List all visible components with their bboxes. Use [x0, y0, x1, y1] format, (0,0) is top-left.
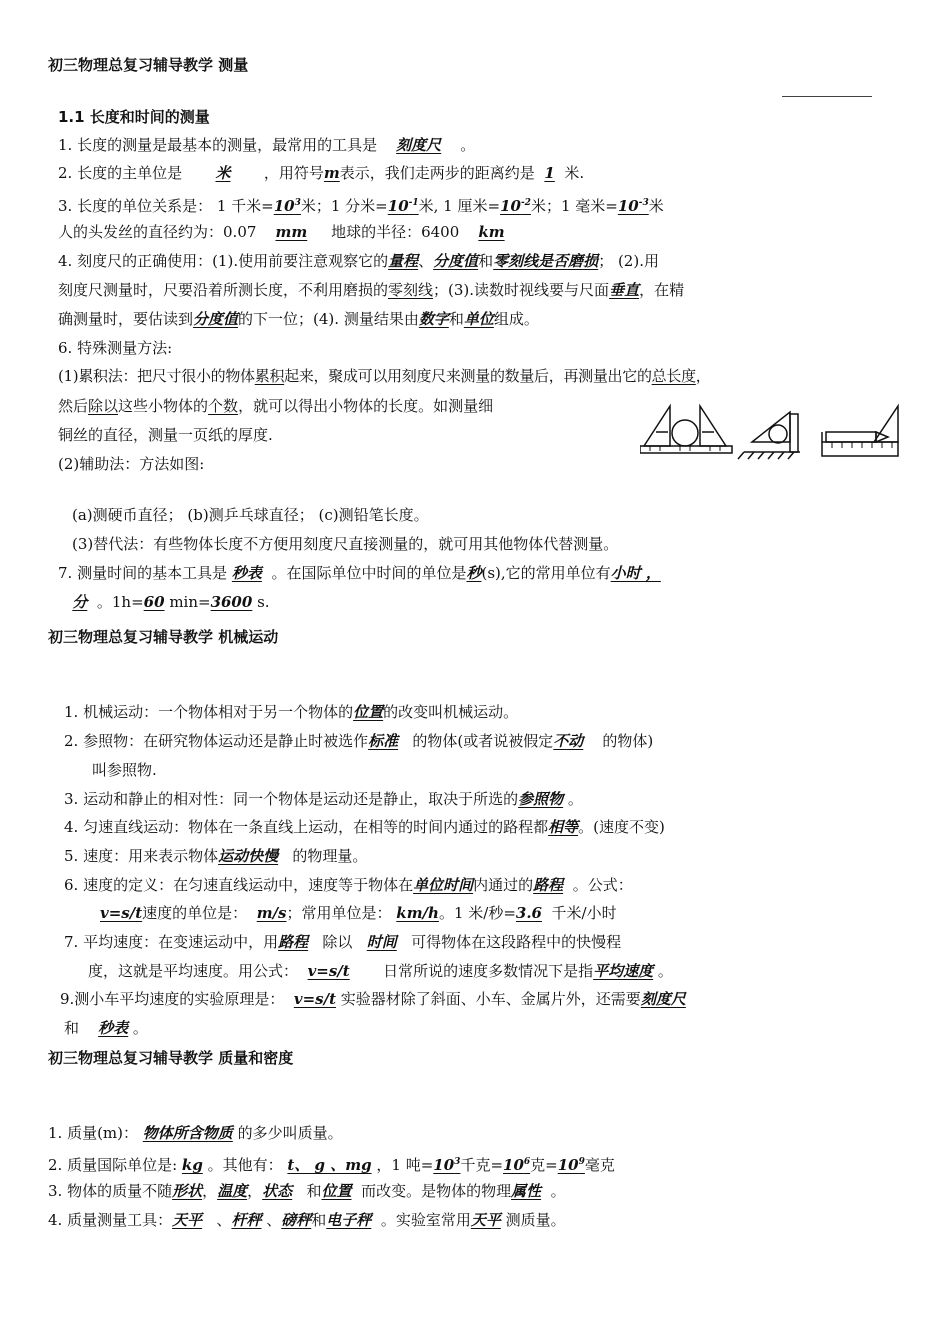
- answer: 分: [72, 593, 88, 611]
- answer: 秒表: [231, 564, 262, 582]
- s1-line-4: 人的头发丝的直径约为：0.07 mm 地球的半径：6400 km: [58, 223, 505, 241]
- section-title-motion: 初三物理总复习辅导教学 机械运动: [48, 628, 279, 646]
- answer: 不动: [553, 732, 584, 750]
- s2-line-1: 1. 机械运动：一个物体相对于另一个物体的位置的改变叫机械运动。: [64, 703, 519, 721]
- answer: 电子秤: [326, 1211, 372, 1229]
- answer: 米: [215, 164, 231, 182]
- pencil: [826, 432, 876, 442]
- answer: 单位: [463, 310, 494, 328]
- answer: 位置: [353, 703, 384, 721]
- answer: $10^3$: [273, 197, 301, 215]
- s2-line-12: 和 秒表 。: [64, 1019, 148, 1037]
- answer: km: [478, 223, 505, 241]
- answer: mm: [275, 223, 308, 241]
- section-title-mass-density: 初三物理总复习辅导教学 质量和密度: [48, 1049, 294, 1067]
- answer: 温度: [217, 1182, 248, 1200]
- answer: 天平: [172, 1211, 203, 1229]
- s3-line-1: 1. 质量(m)： 物体所含物质 的多少叫质量。: [48, 1124, 343, 1142]
- answer: 物体所含物质: [142, 1124, 233, 1142]
- s1-line-12: (2)辅助法：方法如图:: [58, 455, 205, 473]
- answer: 垂直: [609, 281, 640, 299]
- answer: m: [323, 164, 340, 182]
- answer: 量程: [388, 252, 419, 270]
- answer: 小时 ，: [610, 564, 661, 582]
- answer: $10^9$: [557, 1156, 585, 1174]
- divider: [782, 96, 872, 97]
- s1-line-14: (3)替代法：有些物体长度不方便用刻度尺直接测量的，就可用其他物体代替测量。: [72, 535, 619, 553]
- s3-line-4: 4. 质量测量工具：天平 、杆秤 、磅秤和电子秤 。实验室常用天平 测质量。: [48, 1211, 566, 1229]
- answer: 60: [143, 593, 165, 611]
- s1-line-9: (1)累积法：把尺寸很小的物体累积起来，聚成可以用刻度尺来测量的数量后，再测量出它的总长度，: [58, 367, 711, 385]
- answer: v=s/t: [293, 990, 337, 1008]
- answer: 分度值: [433, 252, 479, 270]
- set-square-right: [700, 406, 726, 446]
- answer: v=s/t: [307, 962, 350, 980]
- coin: [672, 420, 698, 446]
- answer: 秒: [466, 564, 482, 582]
- answer: 秒表: [98, 1019, 129, 1037]
- answer: 3600: [210, 593, 253, 611]
- answer: 属性: [511, 1182, 542, 1200]
- answer: 形状: [172, 1182, 203, 1200]
- answer: 标准: [368, 732, 399, 750]
- s3-line-2: 2. 质量国际单位是: kg 。其他有： t、 g 、mg ，1 吨$=10^3$千克$=10^6$克$=10^9$毫克: [48, 1156, 615, 1174]
- answer: $10^{-3}$: [617, 197, 649, 215]
- s1-line-1: 1. 长度的测量是最基本的测量，最常用的工具是 刻度尺 。: [58, 136, 476, 154]
- s1-line-16: 分 。1h=60 min=3600 s.: [72, 593, 270, 611]
- s2-line-10: 度，这就是平均速度。用公式： v=s/t 日常所说的速度多数情况下是指平均速度 。: [88, 962, 673, 980]
- answer: 运动快慢: [218, 847, 279, 865]
- s2-line-9: 7. 平均速度：在变速运动中，用路程 除以 时间 可得物体在这段路程中的快慢程: [64, 933, 622, 951]
- s2-line-3: 叫参照物.: [92, 761, 157, 779]
- s2-line-6: 5. 速度：用来表示物体运动快慢 的物理量。: [64, 847, 368, 865]
- s1-line-7: 确测量时，要估读到分度值的下一位；(4). 测量结果由数字和单位组成。: [58, 310, 539, 328]
- answer: 刻度尺: [640, 990, 686, 1008]
- s2-line-8: v=s/t速度的单位是： m/s；常用单位是： km/h。1 米/秒=3.6 千米/小时: [100, 904, 617, 922]
- answer: 1: [544, 164, 555, 182]
- answer: 数字: [418, 310, 449, 328]
- answer: 时间: [366, 933, 397, 951]
- answer: $10^3$: [433, 1156, 461, 1174]
- s1-line-8: 6. 特殊测量方法:: [58, 339, 173, 357]
- ruler-a: [640, 446, 732, 453]
- answer: 分度值: [193, 310, 239, 328]
- measurement-diagram: [640, 402, 902, 464]
- s2-line-2: 2. 参照物：在研究物体运动还是静止时被选作标准 的物体(或者说被假定不动 的物体): [64, 732, 654, 750]
- s1-line-3: 3. 长度的单位关系是： 1 千米$=10^3$米；1 分米$=10^{-1}$米, 1 厘米$=10^{-2}$米；1 毫米$=10^{-3}$米: [58, 197, 664, 215]
- s1-line-13: (a)测硬币直径； (b)测乒乓球直径； (c)测铅笔长度。: [72, 506, 429, 524]
- s1-line-10: 然后除以这些小物体的个数，就可以得出小物体的长度。如测量细: [58, 397, 494, 415]
- s2-line-7: 6. 速度的定义：在匀速直线运动中，速度等于物体在单位时间内通过的路程 。公式：: [64, 876, 633, 894]
- answer: 参照物: [518, 790, 564, 808]
- answer: $10^{-1}$: [387, 197, 419, 215]
- answer: 状态: [262, 1182, 293, 1200]
- answer: 刻度尺: [396, 136, 442, 154]
- answer: kg: [181, 1156, 203, 1174]
- s1-line-5: 4. 刻度尺的正确使用：(1).使用前要注意观察它的量程、分度值和零刻线是否磨损； (2).用: [58, 252, 659, 270]
- s2-line-11: 9.测小车平均速度的实验原理是： v=s/t 实验器材除了斜面、小车、金属片外，还需要刻度尺: [60, 990, 686, 1008]
- s1-line-2: 2. 长度的主单位是 米 ，用符号m表示，我们走两步的距离约是 1 米.: [58, 164, 585, 182]
- answer: 零刻线是否磨损: [493, 252, 599, 270]
- set-square-left: [644, 406, 670, 446]
- answer: 路程: [533, 876, 564, 894]
- s1-line-15: 7. 测量时间的基本工具是 秒表 。在国际单位中时间的单位是秒(s),它的常用单位有小时 ，: [58, 564, 661, 582]
- answer: 平均速度: [593, 962, 654, 980]
- answer: m/s: [256, 904, 287, 922]
- answer: 位置: [321, 1182, 352, 1200]
- answer: 杆秤: [231, 1211, 262, 1229]
- answer: v=s/t: [100, 904, 143, 922]
- s3-line-3: 3. 物体的质量不随形状，温度，状态 和位置 而改变。是物体的物理属性 。: [48, 1182, 566, 1200]
- s1-line-6: 刻度尺测量时，尺要沿着所测长度，不利用磨损的零刻线；(3).读数时视线要与尺面垂直，在精: [58, 281, 685, 299]
- answer: $10^{-2}$: [500, 197, 531, 215]
- answer: 磅秤: [281, 1211, 312, 1229]
- ping-pong-ball: [769, 425, 787, 443]
- answer: 单位时间: [413, 876, 474, 894]
- answer: $10^6$: [503, 1156, 531, 1174]
- s2-line-4: 3. 运动和静止的相对性：同一个物体是运动还是静止，取决于所选的参照物 。: [64, 790, 583, 808]
- subsection-title: 1.1 长度和时间的测量: [58, 108, 210, 126]
- ruler-c: [822, 442, 898, 456]
- answer: km/h: [396, 904, 439, 922]
- answer: 天平: [470, 1211, 501, 1229]
- answer: 3.6: [515, 904, 542, 922]
- answer: t、 g 、mg: [287, 1156, 372, 1174]
- section-title-measurement: 初三物理总复习辅导教学 测量: [48, 56, 249, 74]
- s2-line-5: 4. 匀速直线运动：物体在一条直线上运动，在相等的时间内通过的路程都相等。(速度不变): [64, 818, 665, 836]
- s1-line-11: 铜丝的直径，测量一页纸的厚度.: [58, 426, 273, 444]
- answer: 相等: [548, 818, 579, 836]
- answer: 路程: [278, 933, 309, 951]
